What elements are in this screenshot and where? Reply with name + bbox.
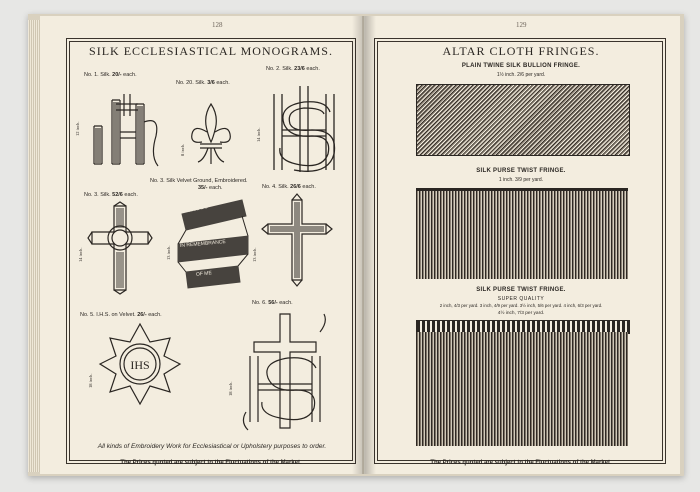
item-label: No. 2. Silk. 23/6 each. bbox=[266, 66, 320, 72]
size-label: 14 inch. bbox=[256, 127, 261, 142]
page-number: 128 bbox=[212, 21, 223, 29]
size-label: 13 inch. bbox=[166, 245, 171, 260]
size-label: 14 inch. bbox=[78, 247, 83, 262]
page-footer: The Prices quoted are subject to the Fluctuations of the Market. bbox=[120, 460, 302, 466]
page-title: SILK ECCLESIASTICAL MONOGRAMS. bbox=[89, 44, 333, 58]
page-title: ALTAR CLOTH FRINGES. bbox=[442, 44, 600, 58]
svg-text:IHS: IHS bbox=[130, 358, 150, 372]
item-label: No. 6. 56/- each. bbox=[252, 300, 293, 306]
fleur-de-lis-illustration bbox=[188, 102, 234, 166]
size-label: 12 inch. bbox=[75, 121, 80, 136]
ihs-medallion-illustration bbox=[98, 322, 182, 406]
fringe-name: SILK PURSE TWIST FRINGE. bbox=[476, 168, 566, 174]
ihs-monogram-illustration bbox=[84, 86, 164, 172]
size-label: 8 inch. bbox=[180, 143, 185, 156]
size-label: 18 inch. bbox=[228, 381, 233, 396]
fringe-price: 1 inch. 3/9 per yard. bbox=[498, 177, 544, 183]
fringe-price: 2 inch, 4/3 per yard. 3 inch, 4/9 per yard. 3½ inch, 5/6 per yard. 4 inch, 6/3 per yard. bbox=[439, 303, 603, 308]
super-purse-twist-fringe-illustration bbox=[416, 332, 628, 446]
right-page bbox=[364, 16, 680, 474]
item-label: No. 3. Silk Velvet Ground, Embroidered. bbox=[150, 178, 248, 184]
fringe-price: 1½ inch. 2/6 per yard. bbox=[496, 72, 546, 78]
ornate-cross-illustration bbox=[88, 202, 152, 294]
left-page bbox=[40, 16, 362, 474]
page-footer: The Prices quoted are subject to the Fluctuations of the Market. bbox=[430, 460, 612, 466]
purse-twist-fringe-illustration bbox=[416, 188, 628, 279]
item-label: No. 1. Silk. 20/- each. bbox=[84, 72, 137, 78]
item-price: 35/- each. bbox=[198, 185, 223, 191]
large-interlaced-monogram-illustration bbox=[240, 312, 330, 432]
banner-text: OF ME bbox=[195, 270, 213, 278]
item-label: No. 4. Silk. 26/6 each. bbox=[262, 184, 316, 190]
item-label: No. 20. Silk. 3/6 each. bbox=[176, 80, 230, 86]
embroidery-note: All kinds of Embroidery Work for Ecclesiastical or Upholstery purposes to order. bbox=[97, 443, 327, 450]
banner-text: IN REMEMBRANCE bbox=[179, 239, 227, 249]
bullion-fringe-illustration bbox=[416, 84, 630, 156]
size-label: 13 inch. bbox=[252, 247, 257, 262]
page-number: 129 bbox=[516, 21, 527, 29]
fringe-quality: SUPER QUALITY bbox=[497, 296, 545, 302]
banner-text: THIS DO bbox=[187, 203, 209, 215]
fringe-price: 4½ inch, 7/3 per yard. bbox=[497, 311, 545, 316]
cross-illustration bbox=[262, 194, 332, 286]
size-label: 18 inch. bbox=[88, 373, 93, 388]
fringe-name: PLAIN TWINE SILK BULLION FRINGE. bbox=[461, 63, 581, 69]
item-label: No. 5. I.H.S. on Velvet. 26/- each. bbox=[80, 312, 162, 318]
fringe-name: SILK PURSE TWIST FRINGE. bbox=[476, 287, 566, 293]
interlaced-ihs-monogram-illustration bbox=[266, 84, 342, 174]
item-label: No. 3. Silk. 52/6 each. bbox=[84, 192, 138, 198]
